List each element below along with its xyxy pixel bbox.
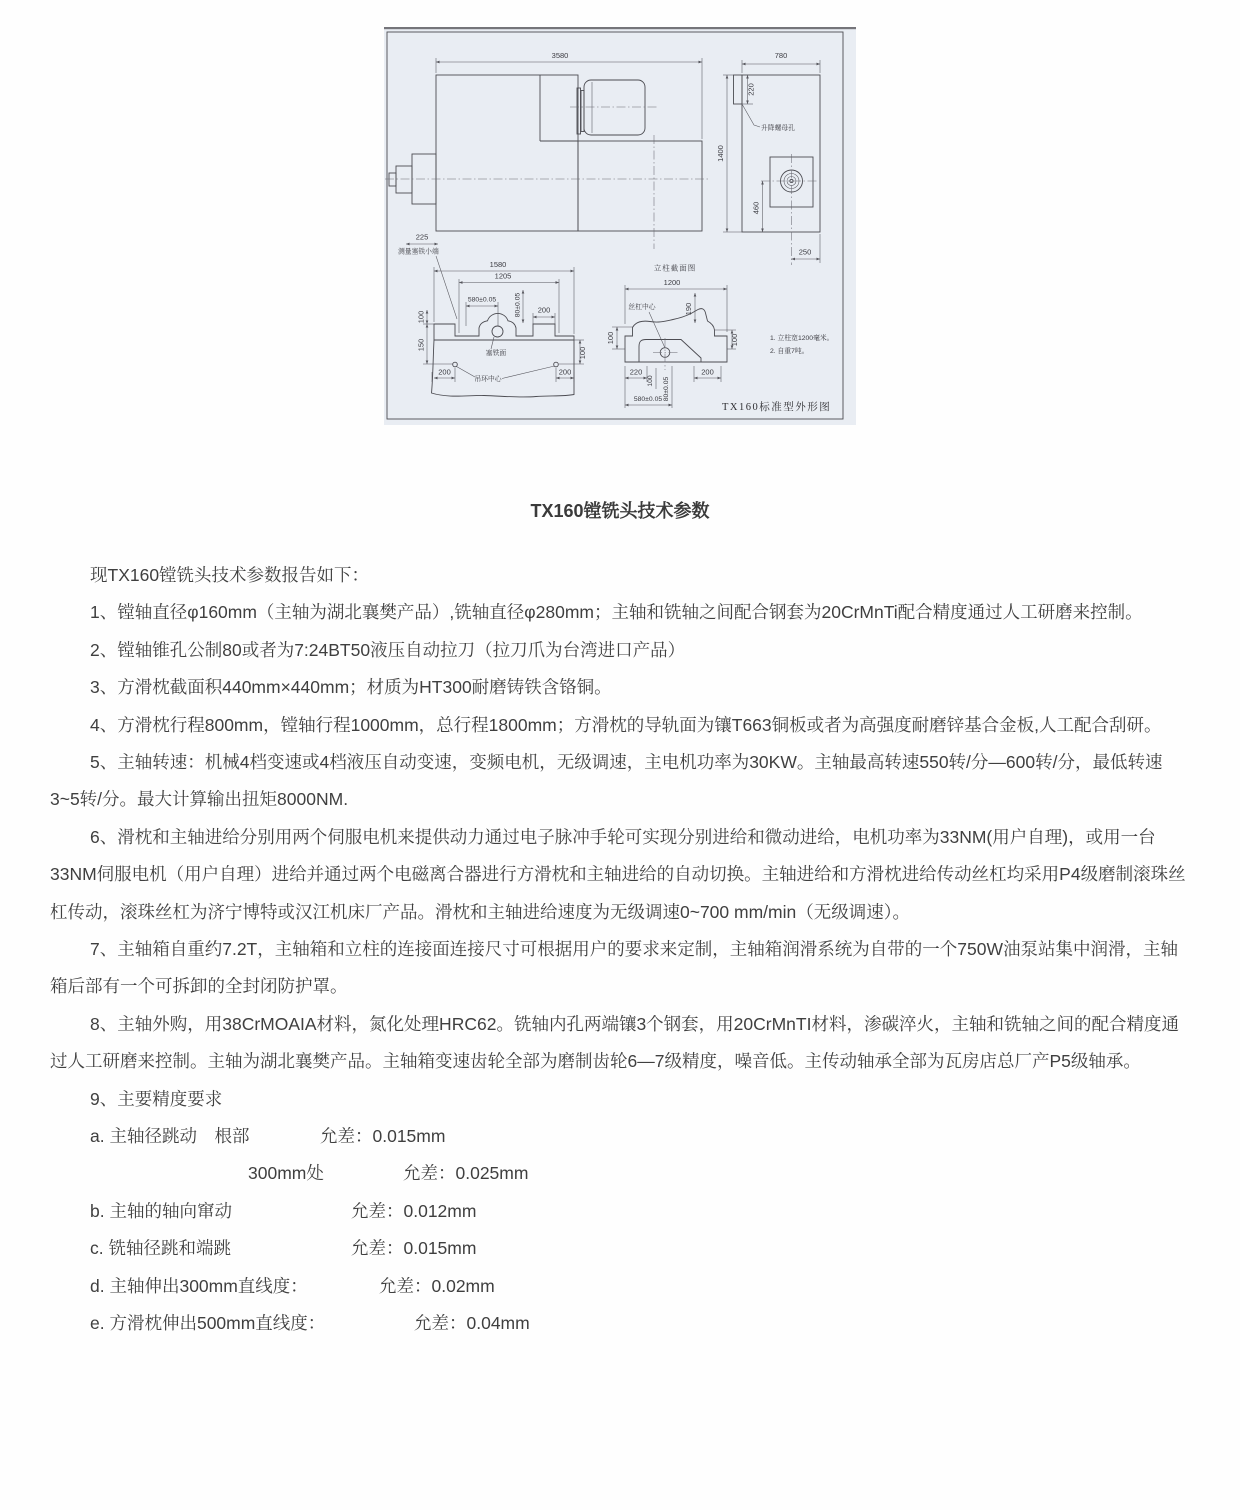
precision-row-a xyxy=(50,1118,1192,1155)
dim-label-100-sec-bottom: 100 xyxy=(647,375,654,387)
paragraph-7: 7、主轴箱自重约7.2T，主轴箱和立柱的连接面连接尺寸可根据用户的要求来定制，主轴箱润滑系统为自带的一个750W油泵站集中润滑，主轴箱后部有一个可拆卸的全封闭防护罩。 xyxy=(50,939,1178,997)
drawing-note-1: 1. 立柱宽1200毫米。 xyxy=(770,335,834,342)
dim-label-100-right: 100 xyxy=(578,346,587,360)
dim-label-1200: 1200 xyxy=(663,278,681,287)
paragraph-4: 4、方滑枕行程800mm，镗轴行程1000mm，总行程1800mm；方滑枕的导轨面为镶T663铜板或者为高强度耐磨锌基合金板,人工配合刮研。 xyxy=(90,714,1162,735)
precision-row-e xyxy=(50,1305,1192,1342)
dim-label-1205: 1205 xyxy=(494,271,512,281)
dim-label-780: 780 xyxy=(774,51,788,60)
dim-label-580-slide: 580±0.05 xyxy=(467,296,497,304)
document-body xyxy=(50,557,1192,1342)
precision-tolerance: 允差：0.04mm xyxy=(414,1313,530,1334)
intro-paragraph: 现TX160镗铣头技术参数报告如下： xyxy=(90,565,370,585)
scan-edge xyxy=(384,27,856,29)
label-gib-small-end: 测量塞铁小端 xyxy=(398,248,439,256)
outline-drawing-figure xyxy=(384,27,856,425)
dim-label-220-sec: 220 xyxy=(629,367,643,377)
precision-tolerance: 允差：0.012mm xyxy=(351,1200,477,1221)
dim-label-225: 225 xyxy=(415,232,429,242)
label-gib-face: 塞铁面 xyxy=(485,350,507,357)
precision-label: b. 主轴的轴向窜动 xyxy=(90,1200,232,1221)
dim-label-1400: 1400 xyxy=(716,145,725,162)
drawing-note-2: 2. 自重7吨。 xyxy=(770,348,809,355)
outline-drawing-svg xyxy=(384,27,856,425)
paragraph-3: 3、方滑枕截面积440mm×440mm；材质为HT300耐磨铸铁含铬铜。 xyxy=(90,677,612,698)
dim-label-200-sec: 200 xyxy=(701,367,714,377)
precision-tolerance: 允差：0.015mm xyxy=(320,1126,446,1147)
precision-label: 300mm处 xyxy=(248,1163,324,1184)
dim-label-580-sec: 580±0.05 xyxy=(633,396,663,403)
dim-label-200-top: 200 xyxy=(537,305,551,315)
precision-label: e. 方滑枕伸出500mm直线度： xyxy=(90,1313,326,1334)
precision-tolerance: 允差：0.015mm xyxy=(351,1238,477,1259)
precision-label: c. 铣轴径跳和端跳 xyxy=(90,1238,231,1259)
dim-label-190: 190 xyxy=(684,302,693,316)
dim-label-220: 220 xyxy=(746,83,756,96)
precision-tolerance: 允差：0.02mm xyxy=(379,1275,495,1296)
dim-label-100-sec-right: 100 xyxy=(730,333,739,347)
dim-label-80-slide: 80±0.05 xyxy=(514,292,522,318)
dim-label-80-sec: 80±0.05 xyxy=(663,376,670,402)
dim-label-250: 250 xyxy=(798,247,812,257)
precision-label: d. 主轴伸出300mm直线度： xyxy=(90,1275,308,1296)
paragraph-9-heading: 9、主要精度要求 xyxy=(90,1088,223,1109)
dim-label-200-bottom-right: 200 xyxy=(558,367,572,377)
label-screw-center: 丝杠中心 xyxy=(628,304,656,311)
drawing-caption: TX160标准型外形图 xyxy=(722,402,832,413)
dim-label-150: 150 xyxy=(416,338,426,352)
precision-row-c xyxy=(50,1230,1192,1267)
precision-row-b xyxy=(50,1193,1192,1230)
paragraph-5: 5、主轴转速：机械4档变速或4档液压自动变速，变频电机，无级调速，主电机功率为30KW。主轴最高转速550转/分—600转/分，最低转速3~5转/分。最大计算输出扭矩8000NM. xyxy=(50,752,1163,810)
section-view-title: 立柱截面图 xyxy=(653,263,697,273)
dim-label-100-sec-left: 100 xyxy=(606,331,615,345)
paragraph-8: 8、主轴外购，用38CrMOAIA材料，氮化处理HRC62。铣轴内孔两端镶3个钢套，用20CrMnTI材料，渗碳淬火，主轴和铣轴之间的配合精度通过人工研磨来控制。主轴为湖北襄樊产品。主轴箱变速齿轮全部为磨制齿轮6—7级精度，噪音低。主传动轴承全部为瓦房店总厂产P5级轴承。 xyxy=(50,1013,1179,1072)
dim-label-100-left: 100 xyxy=(416,310,426,324)
paragraph-6: 6、滑枕和主轴进给分别用两个伺服电机来提供动力通过电子脉冲手轮可实现分别进给和微动进给，电机功率为33NM(用户自理)，或用一台33NM伺服电机（用户自理）进给并通过两个电磁离合器进行方滑枕和主轴进给的自动切换。主轴进给和方滑枕进给传动丝杠均采用P4级磨制滚珠丝杠传动，滚珠丝杠为济宁博特或汉江机床厂产品。滑枕和主轴进给速度为无级调速0~700 mm/min（无级调速）。 xyxy=(50,826,1186,922)
dim-label-1580: 1580 xyxy=(489,260,507,269)
drawing-paper xyxy=(384,27,856,425)
page-title: TX160镗铣头技术参数 xyxy=(530,501,710,521)
dim-label-200-bottom-left: 200 xyxy=(438,367,451,377)
precision-row-d xyxy=(50,1268,1192,1305)
paragraph-2: 2、镗轴锥孔公制80或者为7:24BT50液压自动拉刀（拉刀爪为台湾进口产品） xyxy=(90,639,686,660)
precision-row-a2 xyxy=(50,1155,1192,1192)
label-ring-center: 吊环中心 xyxy=(474,376,502,383)
paragraph-1: 1、镗轴直径φ160mm（主轴为湖北襄樊产品）,铣轴直径φ280mm；主轴和铣轴之间配合钢套为20CrMnTi配合精度通过人工研磨来控制。 xyxy=(90,602,1143,623)
precision-label: a. 主轴径跳动 根部 xyxy=(90,1126,250,1147)
precision-tolerance: 允差：0.025mm xyxy=(403,1163,529,1184)
dim-label-460: 460 xyxy=(751,201,761,215)
dim-label-3580: 3580 xyxy=(551,51,569,60)
label-lift-nut-hole: 升降螺母孔 xyxy=(761,125,795,132)
